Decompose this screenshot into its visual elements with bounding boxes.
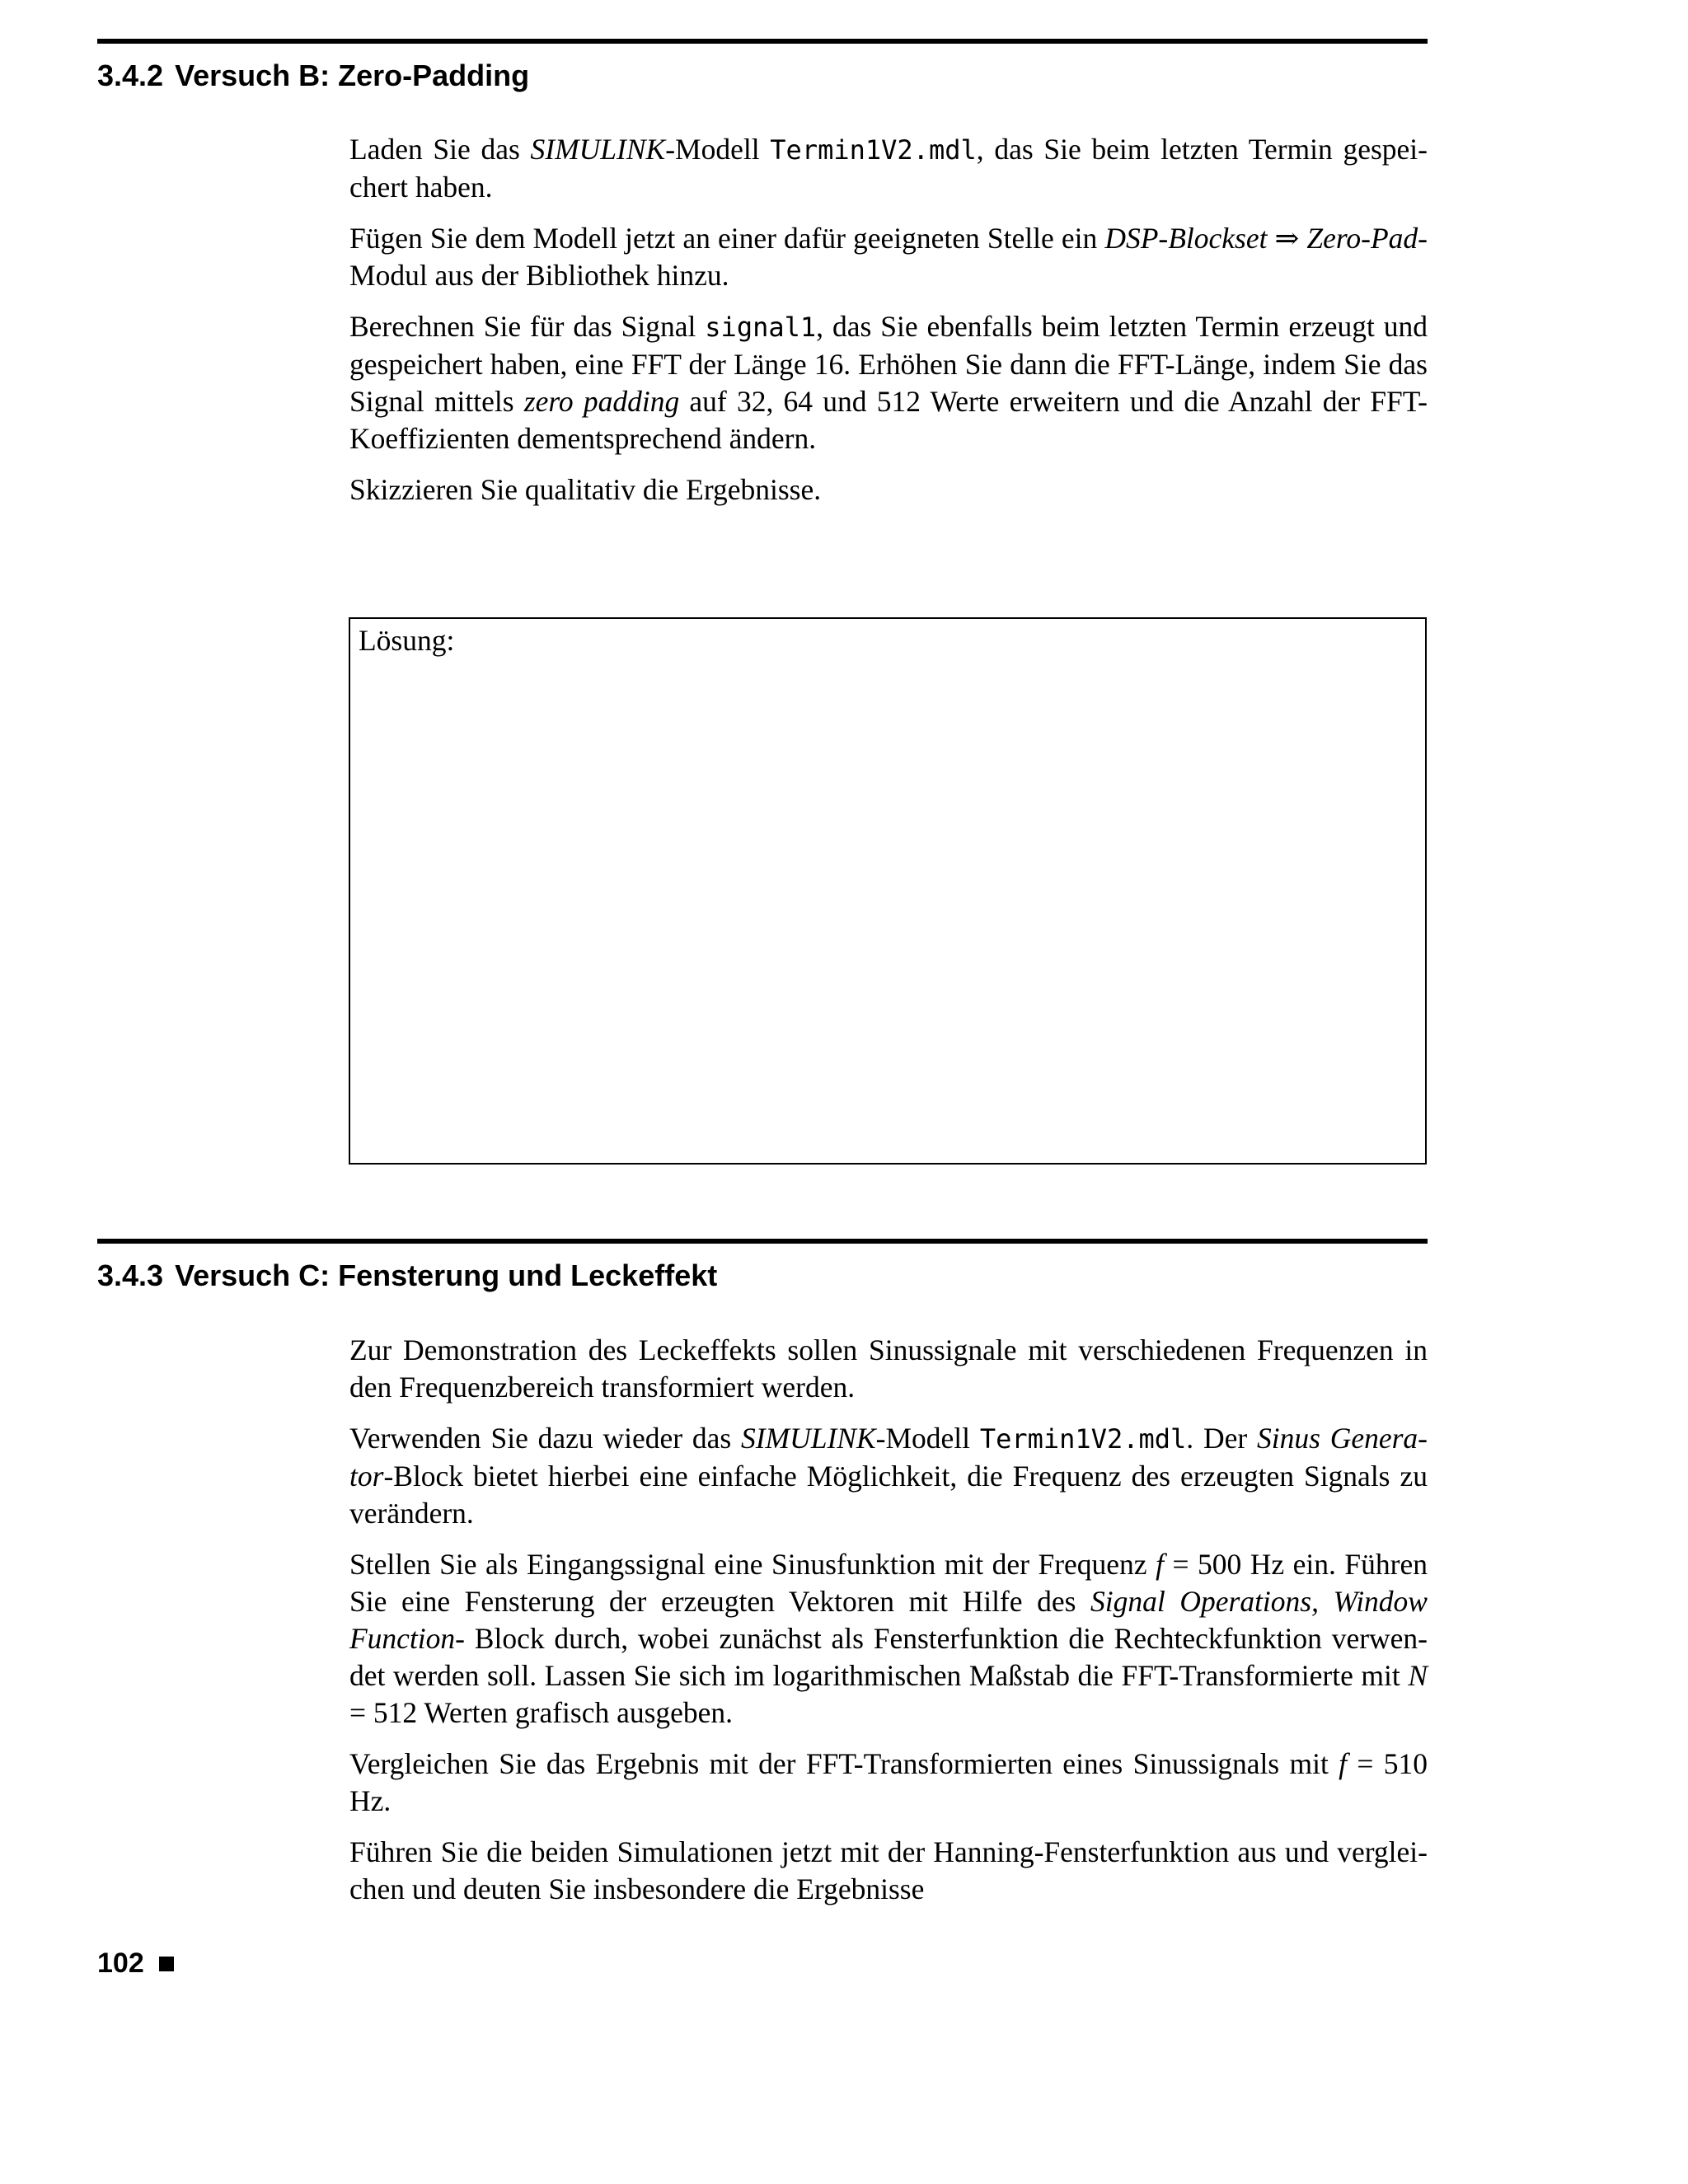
- text-run: -Block bietet hierbei eine einfache Möglichkeit, die Frequenz des erzeugten Signals zu verändern.: [349, 1460, 1428, 1530]
- section-c-number: 3.4.3: [97, 1258, 164, 1292]
- section-c-paragraph-5: Führen Sie die beiden Simulationen jetzt mit der Hanning-Fensterfunktion aus und vergleichen und deuten Sie insbesondere die Ergebnisse: [349, 1835, 1428, 1905]
- text-run: -Modul aus der Bibliothek hinzu.: [349, 222, 1428, 292]
- section-c-paragraph-2: [349, 1420, 1428, 1532]
- section-b-top-rule: [97, 39, 1428, 44]
- math-variable: f: [1339, 1747, 1348, 1780]
- section-b-paragraph-2: [349, 220, 1428, 294]
- code-filename: Termin1V2.mdl: [979, 1423, 1187, 1455]
- section-c-top-rule: [97, 1239, 1428, 1244]
- italic-term: SIMULINK: [740, 1422, 876, 1455]
- text-run: = 500 Hz ein. Führen Sie eine Fensterung der erzeugten Vektoren mit Hilfe des: [349, 1548, 1428, 1618]
- text-run: Stellen Sie als Eingangssignal eine Sinusfunktion mit der Frequenz: [349, 1548, 1156, 1581]
- section-c-heading: [97, 1258, 717, 1294]
- text-run: . Der: [1186, 1422, 1257, 1455]
- code-variable: signal1: [705, 312, 817, 343]
- math-variable: f: [1156, 1548, 1164, 1581]
- math-variable: N: [1408, 1659, 1428, 1692]
- text-run: -Modell: [665, 133, 771, 166]
- italic-term: Zero-Pad: [1306, 222, 1418, 255]
- section-c-title: Versuch C: Fensterung und Leckeffekt: [175, 1258, 718, 1292]
- arrow-symbol: ⇒: [1267, 222, 1307, 255]
- code-filename: Termin1V2.mdl: [770, 134, 977, 166]
- text-run: Block durch, wobei zunächst als Fensterfunktion die Rechteckfunktion verwendet werden soll. Lassen Sie sich im logarithmischen Maßstab die FFT-Transformierte mit: [349, 1622, 1428, 1692]
- text-run: , das Sie beim letzten Termin gespeichert haben.: [349, 133, 1428, 204]
- section-b-body: [349, 131, 1428, 523]
- section-b-heading: [97, 58, 529, 94]
- solution-label: Lösung:: [359, 624, 455, 657]
- text-run: Laden Sie das: [349, 133, 531, 166]
- section-b-paragraph-3: [349, 308, 1428, 457]
- section-b-title: Versuch B: Zero-Padding: [175, 59, 530, 92]
- section-b-number: 3.4.2: [97, 59, 164, 92]
- section-c-paragraph-1: Zur Demonstration des Leckeffekts sollen Sinussignale mit verschiedenen Frequenzen in den Frequenzbereich transformiert werden.: [349, 1333, 1428, 1404]
- text-run: Berechnen Sie für das Signal: [349, 310, 706, 343]
- text-run: Vergleichen Sie das Ergebnis mit der FFT-Transformierten eines Sinussignals mit: [349, 1747, 1339, 1780]
- section-c-body: [349, 1332, 1428, 1922]
- solution-box[interactable]: [349, 617, 1427, 1165]
- section-b-paragraph-1: [349, 131, 1428, 206]
- text-run: auf 32, 64 und 512 Werte erweitern und die Anzahl der FFT-Koeffizienten dementsprechend ändern.: [349, 385, 1428, 455]
- italic-term: SIMULINK: [530, 133, 666, 166]
- square-marker-icon: [159, 1957, 174, 1971]
- page-footer: [97, 1945, 174, 1981]
- section-c-paragraph-4: [349, 1746, 1428, 1820]
- italic-term: Signal Operations, Window Function-: [349, 1585, 1428, 1655]
- text-run: = 512 Werten grafisch ausgeben.: [349, 1696, 734, 1729]
- text-run: = 510 Hz.: [349, 1747, 1428, 1817]
- section-b-paragraph-4: Skizzieren Sie qualitativ die Ergebnisse.: [349, 473, 822, 506]
- text-run: Verwenden Sie dazu wieder das: [349, 1422, 741, 1455]
- italic-term: DSP-Blockset: [1104, 222, 1268, 255]
- page-number: 102: [97, 1947, 144, 1979]
- text-run: -Modell: [875, 1422, 980, 1455]
- italic-term: Sinus Generator: [349, 1422, 1428, 1493]
- section-c-paragraph-3: [349, 1546, 1428, 1732]
- text-run: , das Sie ebenfalls beim letzten Termin erzeugt und gespeichert haben, eine FFT der Länge 16. Erhöhen Sie dann die FFT-Länge, indem Sie das Signal mittels: [349, 310, 1428, 418]
- text-run: Fügen Sie dem Modell jetzt an einer dafür geeigneten Stelle ein: [349, 222, 1105, 255]
- italic-term: zero padding: [523, 385, 680, 418]
